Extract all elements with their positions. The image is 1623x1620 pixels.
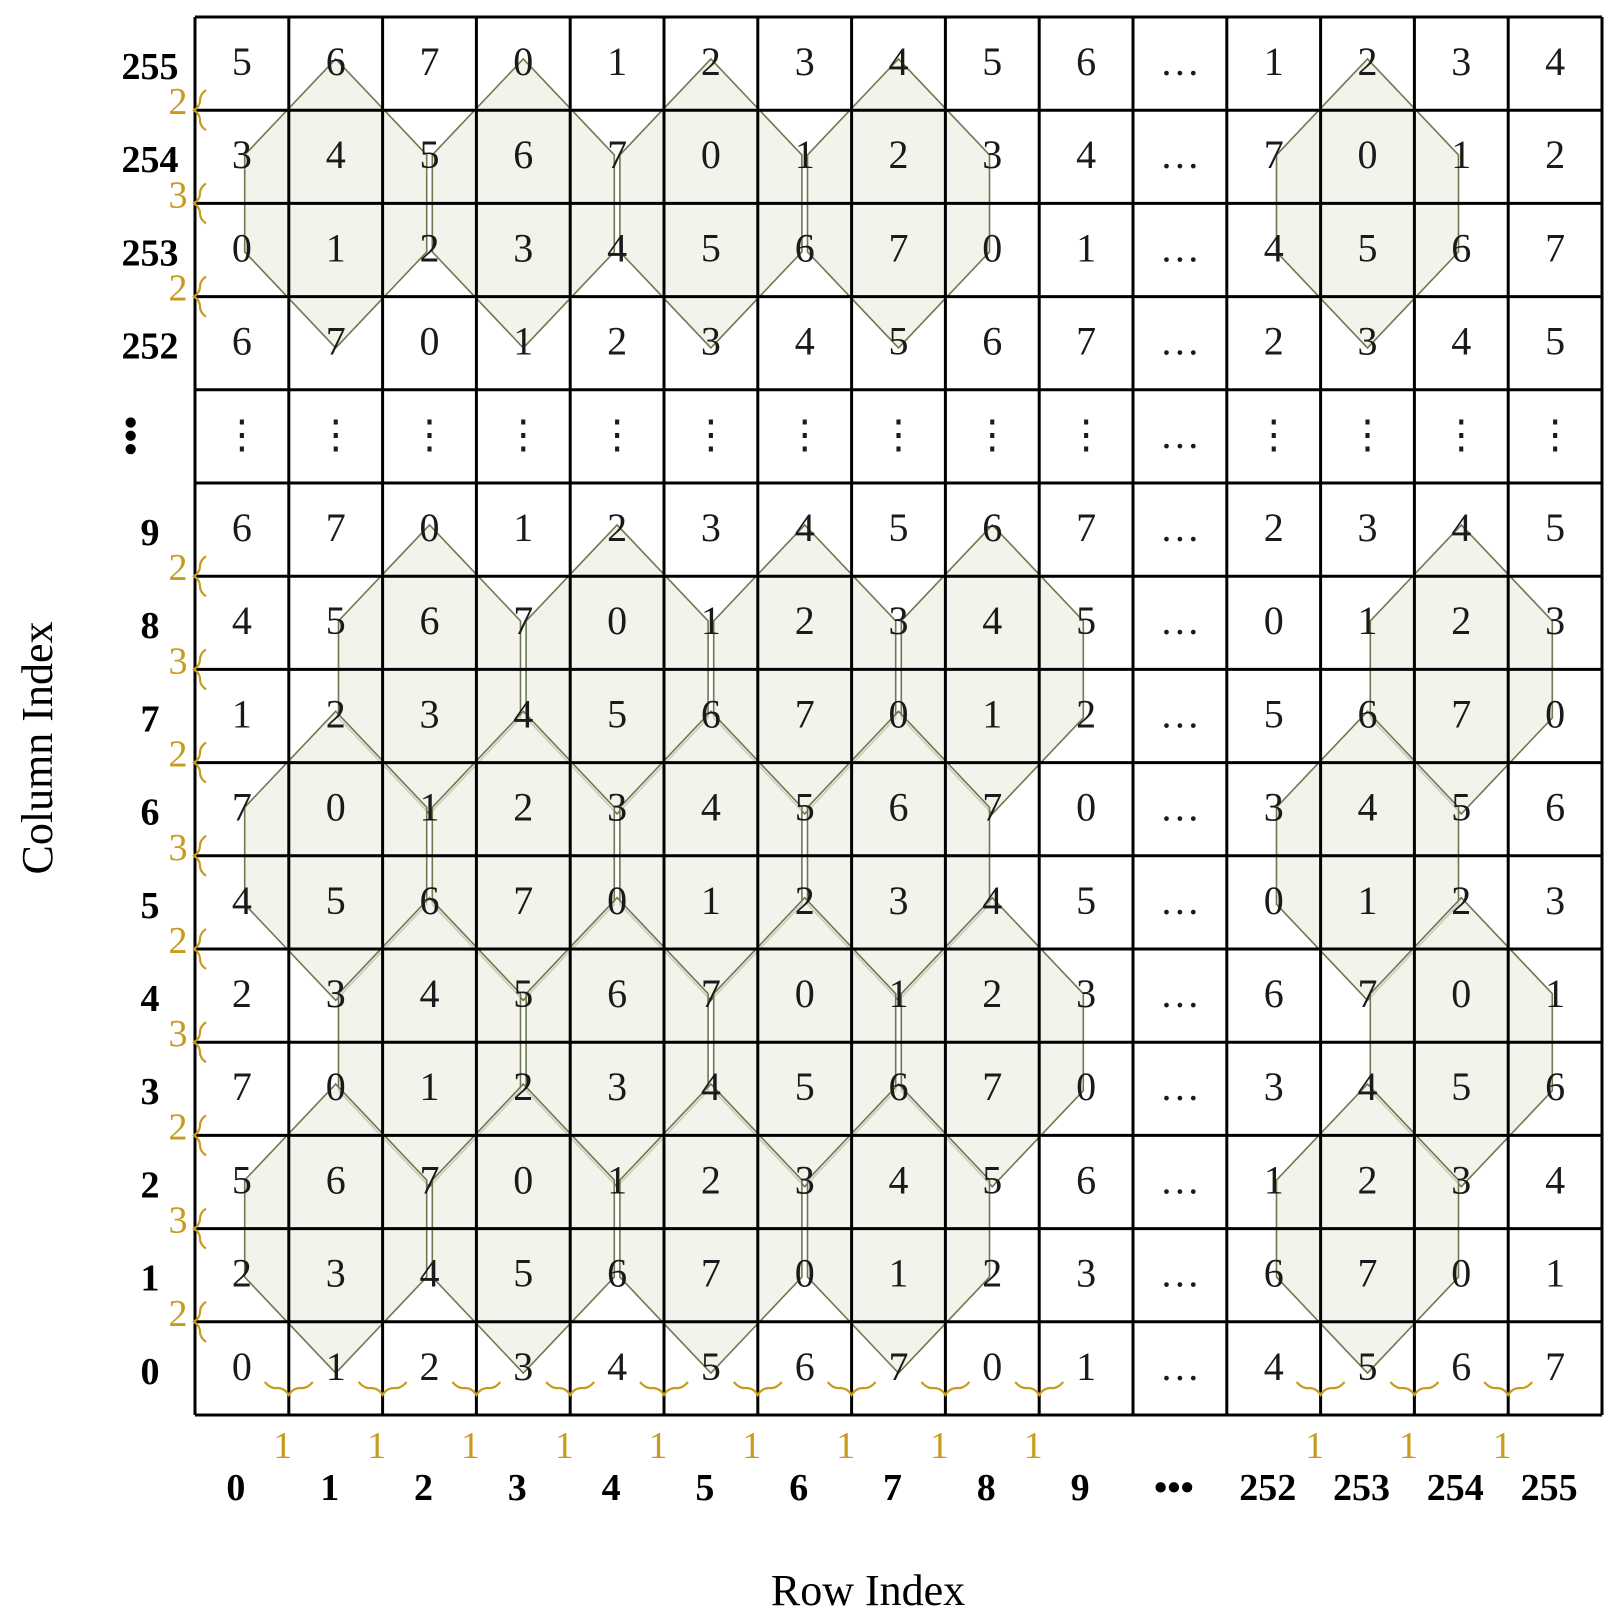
row-index-label: 1 <box>320 1467 340 1509</box>
grid-cell-value: 3 <box>700 318 721 364</box>
row-spacing-label: 1 <box>460 1425 480 1467</box>
grid-cell-value: ⋮ <box>690 411 731 457</box>
grid-cell-value: 5 <box>607 691 628 737</box>
grid-cell-value: 0 <box>794 971 815 1016</box>
y-axis-title: Column Index <box>13 621 62 875</box>
grid-cell-value: 3 <box>794 1157 815 1203</box>
grid-cell-value: 5 <box>700 225 721 271</box>
grid-cell-value: 4 <box>794 505 815 550</box>
grid-cell-value: 7 <box>513 598 534 644</box>
grid-cell-value: ⋮ <box>1535 411 1576 457</box>
grid-cell-value: … <box>1159 598 1200 644</box>
grid-cell-value: … <box>1159 132 1200 178</box>
grid-cell-value: 7 <box>888 1343 909 1389</box>
grid-cell-value: 1 <box>607 39 628 84</box>
grid-cell-value: 3 <box>513 1343 534 1389</box>
grid-cell-value: 7 <box>325 318 346 364</box>
grid-cell-value: 0 <box>513 39 534 84</box>
row-spacing-label: 1 <box>554 1425 574 1467</box>
column-spacing-label: 3 <box>168 826 188 869</box>
grid-cell-value: 1 <box>1357 598 1378 644</box>
grid-cell-value: 2 <box>700 1157 721 1203</box>
row-spacing-label: 1 <box>273 1425 293 1467</box>
column-index-label: 254 <box>121 139 179 182</box>
grid-cell-value: … <box>1159 39 1200 84</box>
grid-cell-value: 4 <box>1357 1064 1378 1110</box>
grid-cell-value: … <box>1159 505 1200 550</box>
column-index-label: 253 <box>121 232 179 275</box>
grid-cell-value: … <box>1159 225 1200 271</box>
grid-cell-value: 2 <box>231 971 252 1016</box>
grid-cell-value: 7 <box>1263 132 1284 178</box>
grid-cell-value: 6 <box>700 691 721 737</box>
grid-cell-value: 4 <box>1545 1157 1566 1203</box>
grid-cell-value: 5 <box>231 1157 252 1203</box>
grid-cell-value: 4 <box>1451 505 1472 550</box>
grid-cell-value: 5 <box>325 877 346 923</box>
grid-cell-value: 0 <box>1263 598 1284 644</box>
grid-cell-value: … <box>1159 1343 1200 1389</box>
grid-cell-value: 1 <box>1076 1343 1097 1389</box>
column-index-label: 5 <box>140 884 160 927</box>
grid-cell-value: … <box>1159 1250 1200 1296</box>
grid-cell-value: 2 <box>1263 505 1284 550</box>
grid-cell-value: 2 <box>325 691 346 737</box>
grid-cell-value: 7 <box>794 691 815 737</box>
grid-cell-value: 6 <box>982 318 1003 364</box>
grid-cell-value: 2 <box>1545 132 1566 178</box>
grid-cell-value: … <box>1159 1157 1200 1203</box>
row-index-label: 252 <box>1239 1467 1297 1509</box>
grid-cell-value: 3 <box>1263 784 1284 830</box>
grid-cell-value: 3 <box>325 1250 346 1296</box>
grid-cell-value: 5 <box>1263 691 1284 737</box>
grid-cell-value: 5 <box>794 784 815 830</box>
column-spacing-label: 3 <box>168 1013 188 1056</box>
grid-cell-value: 7 <box>1076 318 1097 364</box>
row-spacing-label: 1 <box>742 1425 762 1467</box>
column-index-label: 8 <box>140 605 160 648</box>
grid-cell-value: ⋮ <box>1066 411 1107 457</box>
grid-cell-value: 4 <box>1451 318 1472 364</box>
grid-cell-value: 3 <box>325 971 346 1016</box>
row-index-label: 7 <box>883 1467 902 1509</box>
grid-cell-value: 1 <box>607 1157 628 1203</box>
grid-cell-value: ⋮ <box>878 411 919 457</box>
grid-cell-value: 3 <box>1357 505 1378 550</box>
grid-cell-value: 1 <box>419 1064 440 1110</box>
grid-cell-value: 7 <box>700 1250 721 1296</box>
column-index-label: 4 <box>140 978 160 1020</box>
grid-cell-value: 7 <box>982 784 1003 830</box>
column-index-label: 252 <box>121 325 179 368</box>
grid-cell-value: 6 <box>231 318 252 364</box>
row-spacing-label: 1 <box>367 1425 387 1467</box>
grid-cell-value: 0 <box>982 1343 1003 1389</box>
grid-cell-value: 5 <box>700 1343 721 1389</box>
grid-cell-value: 5 <box>1545 318 1566 364</box>
grid-cell-value: 0 <box>1263 877 1284 923</box>
grid-cell-value: 7 <box>325 505 346 550</box>
grid-cell-value: 1 <box>794 132 815 178</box>
grid-cell-value: 7 <box>1357 1250 1378 1296</box>
grid-cell-value: 4 <box>419 971 440 1016</box>
grid-cell-value: 0 <box>700 132 721 178</box>
grid-cell-value: 1 <box>325 225 346 271</box>
x-axis-title: Row Index <box>770 1566 966 1615</box>
grid-cell-value: 2 <box>607 318 628 364</box>
grid-cell-value: 1 <box>1545 971 1566 1016</box>
grid-cell-value: 4 <box>513 691 534 737</box>
grid-cell-value: 0 <box>513 1157 534 1203</box>
grid-cell-value: 6 <box>794 225 815 271</box>
grid-cell-value: 3 <box>1451 1157 1472 1203</box>
grid-cell-value: 7 <box>982 1064 1003 1110</box>
grid-cell-value: 2 <box>794 877 815 923</box>
grid-cell-value: 5 <box>231 39 252 84</box>
grid-cell-value: 5 <box>1451 784 1472 830</box>
grid-cell-value: 5 <box>419 132 440 178</box>
grid-cell-value: ⋮ <box>1253 411 1294 457</box>
grid-cell-value: 2 <box>607 505 628 550</box>
grid-cell-value: 2 <box>231 1250 252 1296</box>
grid-cell-value: 6 <box>1263 1250 1284 1296</box>
row-spacing-label: 1 <box>1492 1425 1512 1467</box>
grid-cell-value: 0 <box>419 505 440 550</box>
grid-cell-value: 0 <box>888 691 909 737</box>
grid-cell-value: ⋮ <box>1441 411 1482 457</box>
grid-cell-value: 4 <box>700 784 721 830</box>
grid-cell-value: 4 <box>1263 1343 1284 1389</box>
grid-cell-value: 1 <box>700 598 721 644</box>
row-index-label: 253 <box>1333 1467 1390 1509</box>
grid-cell-value: 6 <box>607 1250 628 1296</box>
row-index-label: ••• <box>1153 1467 1194 1509</box>
grid-cell-value: … <box>1159 877 1200 923</box>
grid-cell-value: 6 <box>1451 225 1472 271</box>
grid-cell-value: 6 <box>888 784 909 830</box>
grid-cell-value: ⋮ <box>221 411 262 457</box>
grid-cell-value: 6 <box>1263 971 1284 1016</box>
column-spacing-label: 2 <box>168 267 188 310</box>
column-index-label: 255 <box>121 46 179 88</box>
column-spacing-label: 2 <box>168 733 188 776</box>
grid-cell-value: 3 <box>607 1064 628 1110</box>
grid-cell-value: 7 <box>700 971 721 1016</box>
row-spacing-label: 1 <box>648 1425 668 1467</box>
grid-cell-value: 6 <box>1545 1064 1566 1110</box>
grid-cell-value: 0 <box>982 225 1003 271</box>
grid-cell-value: 7 <box>1357 971 1378 1016</box>
grid-cell-value: 0 <box>419 318 440 364</box>
grid-cell-value: 0 <box>607 598 628 644</box>
column-index-label: 0 <box>140 1350 160 1393</box>
grid-cell-value: 4 <box>419 1250 440 1296</box>
grid-cell-value: 6 <box>1451 1343 1472 1389</box>
column-index-label: 3 <box>140 1071 160 1114</box>
grid-cell-value: 3 <box>1076 1250 1097 1296</box>
grid-cell-value: 3 <box>1545 877 1566 923</box>
grid-cell-value: 3 <box>1451 39 1472 84</box>
grid-cell-value: 5 <box>888 318 909 364</box>
grid-cell-value: 5 <box>513 1250 534 1296</box>
grid-cell-value: 0 <box>325 784 346 830</box>
row-index-label: 3 <box>507 1467 527 1509</box>
grid-cell-value: 6 <box>513 132 534 178</box>
grid-cell-value: 3 <box>513 225 534 271</box>
grid-cell-value: 1 <box>700 877 721 923</box>
grid-cell-value: 4 <box>1263 225 1284 271</box>
grid-cell-value: 6 <box>888 1064 909 1110</box>
grid-cell-value: … <box>1159 691 1200 737</box>
grid-cell-value: 5 <box>1076 877 1097 923</box>
grid-cell-value: 0 <box>1451 971 1472 1016</box>
grid-cell-value: 0 <box>231 1343 252 1389</box>
grid-cell-value: … <box>1159 1064 1200 1110</box>
grid-cell-value: 5 <box>888 505 909 550</box>
row-spacing-label: 1 <box>1398 1425 1418 1467</box>
grid-cell-value: 4 <box>325 132 346 178</box>
grid-cell-value: 7 <box>888 225 909 271</box>
grid-cell-value: 3 <box>419 691 440 737</box>
grid-cell-value: 4 <box>1357 784 1378 830</box>
grid-cell-value: 1 <box>513 318 534 364</box>
grid-cell-value: 3 <box>231 132 252 178</box>
grid-cell-value: 1 <box>513 505 534 550</box>
grid-cell-value: 6 <box>325 39 346 84</box>
grid-cell-value: 7 <box>419 39 440 84</box>
grid-cell-value: 7 <box>419 1157 440 1203</box>
grid-cell-value: 5 <box>1357 225 1378 271</box>
grid-cell-value: 1 <box>982 691 1003 737</box>
grid-cell-value: 4 <box>982 598 1003 644</box>
grid-cell-value: 0 <box>231 225 252 271</box>
row-index-label: 4 <box>601 1467 621 1509</box>
grid-cell-value: 2 <box>982 1250 1003 1296</box>
grid-cell-value: ⋮ <box>597 411 638 457</box>
grid-cell-value: 6 <box>419 877 440 923</box>
grid-cell-value: 4 <box>607 1343 628 1389</box>
grid-cell-value: 1 <box>1357 877 1378 923</box>
grid-cell-value: 6 <box>231 505 252 550</box>
grid-cell-value: 5 <box>1357 1343 1378 1389</box>
grid-cell-value: 5 <box>982 1157 1003 1203</box>
grid-cell-value: 3 <box>700 505 721 550</box>
row-index-label: 6 <box>789 1467 809 1509</box>
grid-cell-value: 1 <box>888 971 909 1016</box>
grid-cell-value: 6 <box>1545 784 1566 830</box>
grid-cell-value: ⋮ <box>1347 411 1388 457</box>
grid-cell-value: 4 <box>700 1064 721 1110</box>
grid-cell-value: ⋮ <box>315 411 356 457</box>
grid-cell-value: 7 <box>607 132 628 178</box>
grid-cell-value: 7 <box>231 784 252 830</box>
grid-cell-value: 7 <box>513 877 534 923</box>
grid-cell-value: 2 <box>1357 1157 1378 1203</box>
grid-cell-value: … <box>1159 411 1200 457</box>
grid-cell-value: 4 <box>888 1157 909 1203</box>
grid-cell-value: 0 <box>1545 691 1566 737</box>
row-index-label: 5 <box>695 1467 715 1509</box>
grid-cell-value: 0 <box>1451 1250 1472 1296</box>
grid-cell-value: 1 <box>1263 39 1284 84</box>
grid-cell-value: 1 <box>888 1250 909 1296</box>
grid-cell-value: … <box>1159 318 1200 364</box>
grid-cell-value: 2 <box>1451 877 1472 923</box>
grid-cell-value: 1 <box>1076 225 1097 271</box>
grid-cell-value: ⋮ <box>503 411 544 457</box>
grid-cell-value: 3 <box>1357 318 1378 364</box>
grid-cell-value: 6 <box>325 1157 346 1203</box>
grid-cell-value: 2 <box>513 784 534 830</box>
row-index-label: 255 <box>1520 1467 1578 1509</box>
grid-cell-value: 7 <box>1545 1343 1566 1389</box>
grid-cell-value: 7 <box>1076 505 1097 550</box>
grid-cell-value: 3 <box>982 132 1003 178</box>
grid-cell-value: 2 <box>794 598 815 644</box>
column-spacing-label: 2 <box>168 81 188 124</box>
grid-cell-value: 4 <box>1076 132 1097 178</box>
grid-cell-value: 0 <box>607 877 628 923</box>
grid-cell-value: 2 <box>419 225 440 271</box>
grid-cell-value: 7 <box>231 1064 252 1110</box>
row-index-label: 254 <box>1426 1467 1484 1509</box>
grid-cell-value: 0 <box>794 1250 815 1296</box>
grid-cell-value: 2 <box>1263 318 1284 364</box>
grid-cell-value: 4 <box>231 598 252 644</box>
grid-cell-value: 2 <box>419 1343 440 1389</box>
grid-cell-value: 1 <box>1451 132 1472 178</box>
column-index-label: 9 <box>140 512 160 554</box>
row-index-label: 8 <box>976 1467 996 1509</box>
grid-cell-value: 0 <box>325 1064 346 1110</box>
grid-cell-value: 3 <box>1545 598 1566 644</box>
cell-values <box>222 39 1575 1389</box>
column-spacing-label: 3 <box>168 1199 188 1242</box>
grid-cell-value: 4 <box>794 318 815 364</box>
grid-cell-value: 3 <box>888 598 909 644</box>
grid-cell-value: 6 <box>794 1343 815 1389</box>
grid-cell-value: 5 <box>1076 598 1097 644</box>
grid-cell-value: 4 <box>607 225 628 271</box>
grid-cell-value: 2 <box>1357 39 1378 84</box>
column-spacing-label: 2 <box>168 1292 188 1335</box>
grid-cell-value: 1 <box>325 1343 346 1389</box>
grid-cell-value: 5 <box>794 1064 815 1110</box>
grid-cell-value: 6 <box>607 971 628 1016</box>
grid-cell-value: 3 <box>607 784 628 830</box>
column-index-label: ••• <box>109 415 151 456</box>
grid-cell-value: 2 <box>982 971 1003 1016</box>
grid-cell-value: … <box>1159 784 1200 830</box>
grid-cell-value: 4 <box>888 39 909 84</box>
grid-cell-value: 1 <box>1545 1250 1566 1296</box>
grid-cell-value: 5 <box>982 39 1003 84</box>
grid-cell-value: … <box>1159 971 1200 1016</box>
column-index-label: 2 <box>140 1164 160 1207</box>
grid-cell-value: 6 <box>1076 1157 1097 1203</box>
grid-cell-value: 4 <box>1545 39 1566 84</box>
grid-cell-value: 5 <box>1545 505 1566 550</box>
row-spacing-label: 1 <box>1305 1425 1325 1467</box>
grid-cell-value: ⋮ <box>409 411 450 457</box>
grid-cell-value: 3 <box>794 39 815 84</box>
column-spacing-label: 2 <box>168 547 188 590</box>
row-index-label: 9 <box>1070 1467 1090 1509</box>
row-index-label: 0 <box>226 1467 246 1509</box>
column-spacing-label: 2 <box>168 920 188 962</box>
column-index-label: 6 <box>140 791 160 834</box>
grid-cell-value: 7 <box>1451 691 1472 737</box>
row-spacing-label: 1 <box>1023 1425 1043 1467</box>
grid-cell-value: 4 <box>982 877 1003 923</box>
grid-cell-value: 0 <box>1076 1064 1097 1110</box>
grid-cell-value: ⋮ <box>972 411 1013 457</box>
grid-cell-value: ⋮ <box>784 411 825 457</box>
grid-cell-value: 2 <box>513 1064 534 1110</box>
grid-cell-value: 7 <box>1545 225 1566 271</box>
grid-cell-value: 4 <box>231 877 252 923</box>
grid-cell-value: 5 <box>1451 1064 1472 1110</box>
row-spacing-label: 1 <box>836 1425 856 1467</box>
column-spacing-label: 2 <box>168 1106 188 1149</box>
grid-cell-value: 1 <box>419 784 440 830</box>
grid-cell-value: 1 <box>1263 1157 1284 1203</box>
column-index-label: 7 <box>140 698 160 741</box>
grid-cell-value: 2 <box>700 39 721 84</box>
grid-cell-value: 5 <box>325 598 346 644</box>
grid-cell-value: 3 <box>1076 971 1097 1016</box>
grid-cell-value: 5 <box>513 971 534 1016</box>
grid-cell-value: 0 <box>1357 132 1378 178</box>
column-spacing-label: 3 <box>168 640 188 683</box>
grid-cell-value: 1 <box>231 691 252 737</box>
grid-cell-value: 2 <box>1076 691 1097 737</box>
column-index-label: 1 <box>140 1257 160 1300</box>
grid-cell-value: 2 <box>888 132 909 178</box>
column-spacing-label: 3 <box>168 174 188 217</box>
row-spacing-label: 1 <box>929 1425 949 1467</box>
grid-cell-value: 6 <box>419 598 440 644</box>
grid-cell-value: 3 <box>1263 1064 1284 1110</box>
grid-cell-value: 3 <box>888 877 909 923</box>
grid-cell-value: 2 <box>1451 598 1472 644</box>
grid-cell-value: 6 <box>982 505 1003 550</box>
grid-cell-value: 0 <box>1076 784 1097 830</box>
grid-cell-value: 6 <box>1076 39 1097 84</box>
row-index-label: 2 <box>414 1467 433 1509</box>
grid-cell-value: 6 <box>1357 691 1378 737</box>
